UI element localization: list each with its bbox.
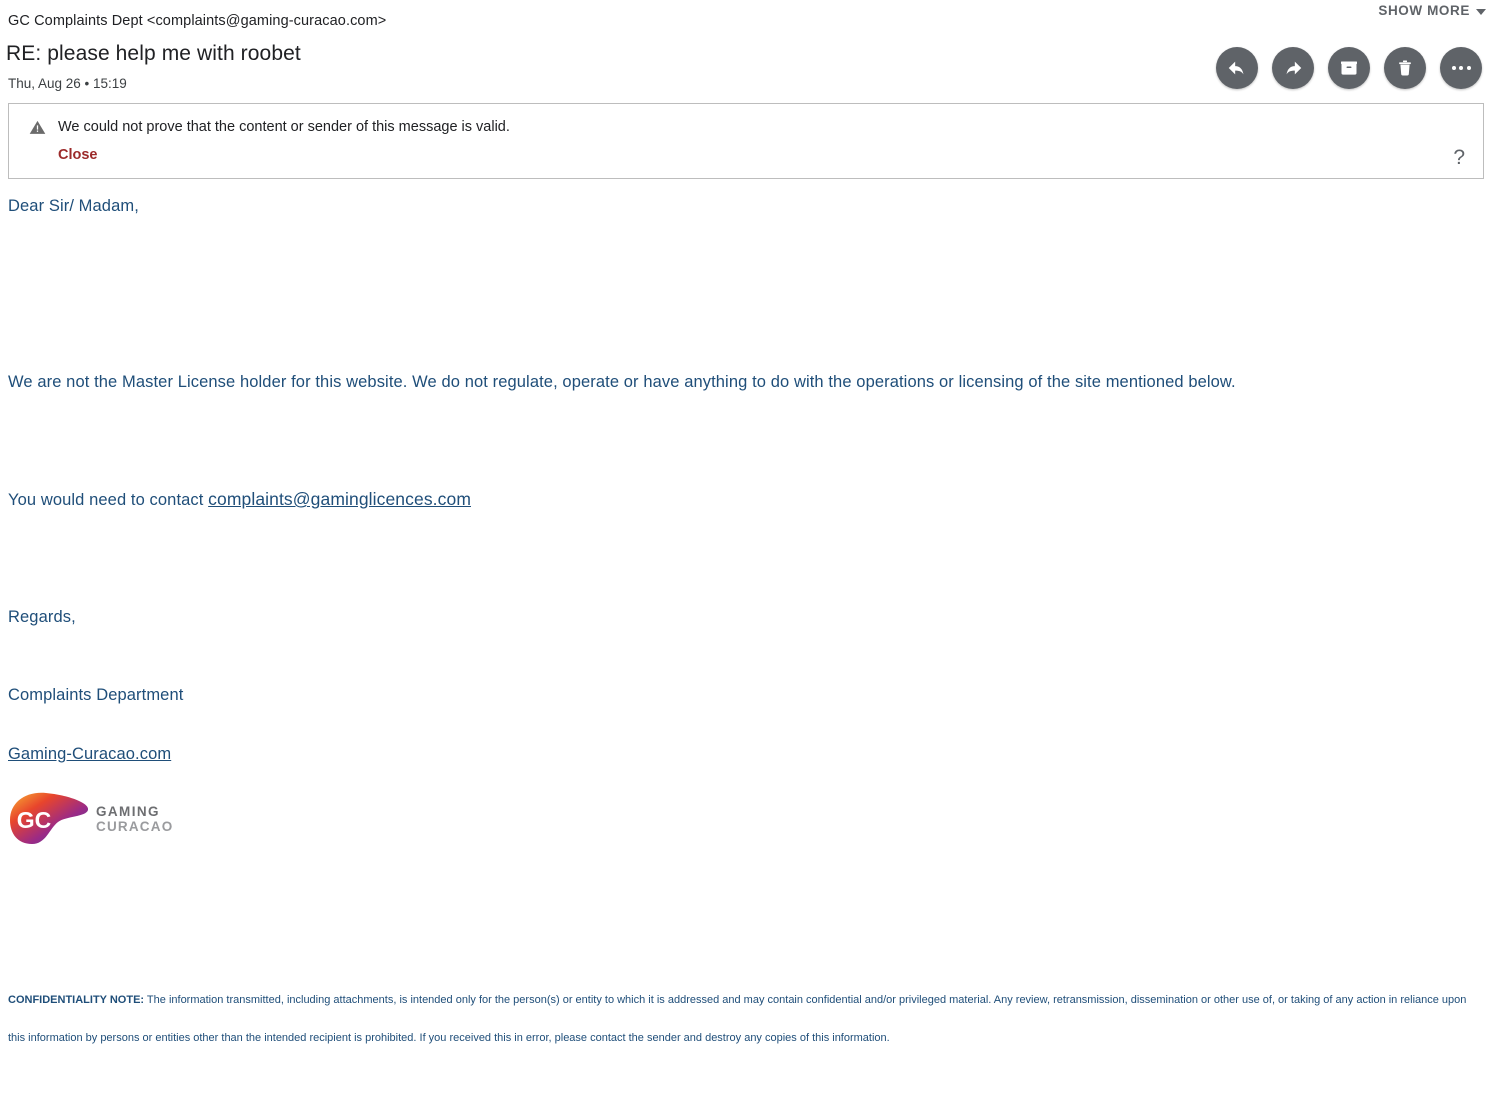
body-paragraph-1: We are not the Master License holder for this website. We do not regulate, operate or have anything to do with the operations or licensing of the site mentioned below.	[8, 373, 1236, 391]
more-options-button[interactable]	[1440, 47, 1482, 89]
contact-prefix: You would need to contact	[8, 491, 209, 509]
trash-icon	[1395, 58, 1415, 78]
message-timestamp: Thu, Aug 26 • 15:19	[8, 76, 127, 91]
body-website	[8, 744, 1500, 764]
confidentiality-note	[8, 981, 1478, 1057]
message-body	[0, 196, 1500, 848]
contact-email-link[interactable]: complaints@gaminglicences.com	[208, 489, 471, 509]
website-link[interactable]: Gaming-Curacao.com	[8, 745, 172, 763]
logo-line-2: CURACAO	[96, 819, 174, 834]
message-actions-toolbar	[1216, 47, 1482, 89]
confidentiality-label: CONFIDENTIALITY NOTE:	[8, 994, 145, 1006]
more-horizontal-icon	[1452, 66, 1471, 70]
banner-close-link[interactable]: Close	[58, 147, 98, 163]
archive-button[interactable]	[1328, 47, 1370, 89]
warning-icon	[29, 119, 46, 141]
logo-line-1: GAMING	[96, 803, 160, 819]
gc-logo-icon	[8, 790, 90, 848]
warning-message: We could not prove that the content or sender of this message is valid.	[58, 119, 510, 135]
archive-box-icon	[1339, 58, 1359, 78]
delete-button[interactable]	[1384, 47, 1426, 89]
page-title: RE: please help me with roobet	[6, 42, 301, 65]
confidentiality-text: The information transmitted, including attachments, is intended only for the person(s) or entity to which it is addressed and may contain confidential and/or privileged material. Any review, retransmission, dissemination or other use of, or taking of any action in reliance upon this information by persons or entities other than the intended recipient is prohibited. If you received this in error, please contact the sender and destroy any copies of this information.	[8, 994, 1467, 1044]
sender-address: GC Complaints Dept <complaints@gaming-curacao.com>	[8, 13, 387, 29]
svg-text:GC: GC	[16, 807, 52, 833]
reply-icon	[1226, 57, 1248, 79]
forward-icon	[1282, 57, 1304, 79]
gaming-curacao-logo	[8, 790, 208, 848]
security-warning-banner	[8, 103, 1484, 179]
reply-button[interactable]	[1216, 47, 1258, 89]
body-department: Complaints Department	[8, 686, 184, 704]
chevron-down-icon	[1476, 9, 1486, 15]
show-more-label: SHOW MORE	[1378, 3, 1470, 18]
forward-button[interactable]	[1272, 47, 1314, 89]
show-more-toggle[interactable]	[1378, 3, 1486, 18]
body-regards: Regards,	[8, 608, 76, 626]
body-contact-line	[8, 489, 1500, 510]
body-greeting: Dear Sir/ Madam,	[8, 197, 139, 215]
help-icon[interactable]: ?	[1453, 146, 1465, 169]
